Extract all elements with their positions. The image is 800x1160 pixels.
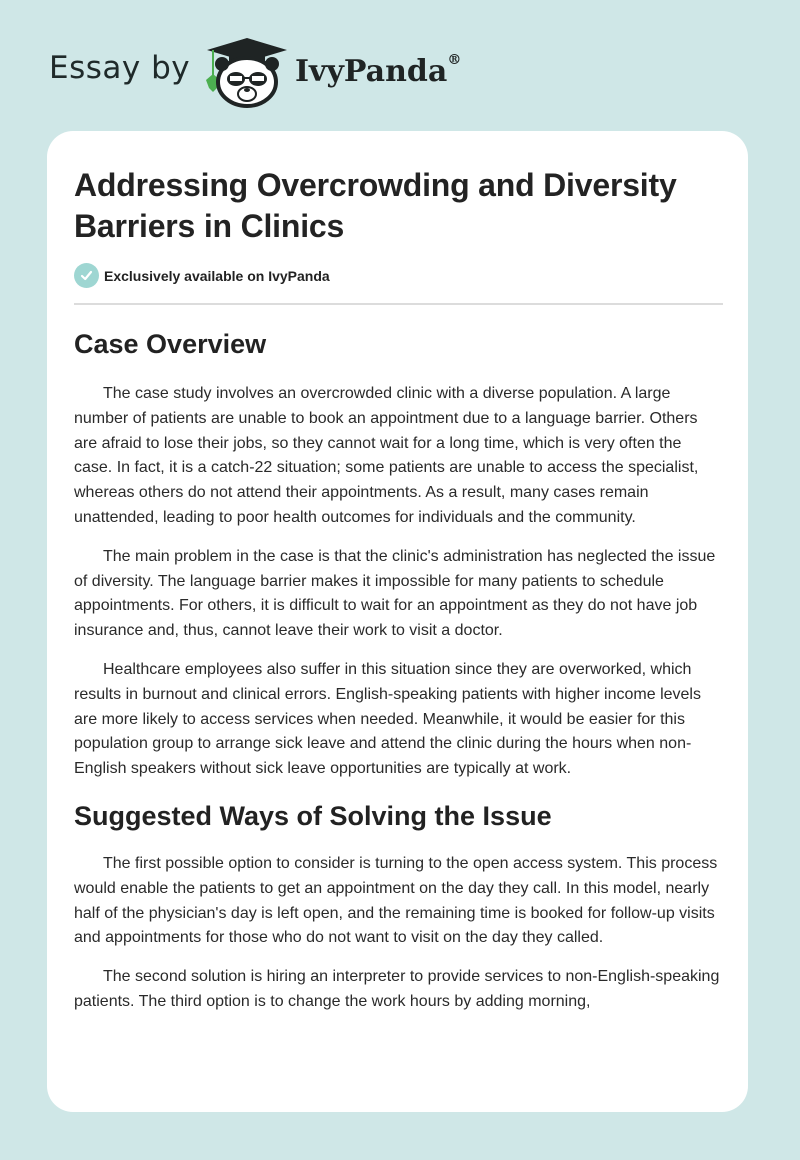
paragraph: The case study involves an overcrowded clinic with a diverse population. A large number of patients are unable to book an appointment due to a language barrier. Others are afraid to lose their jobs, so they cannot wait for a long time, which is very often the case. In fact, it is a catch-22 situation; some patients are unable to access the specialist, whereas others do not attend their appointments. As a result, many cases remain unattended, leading to poor health outcomes for individuals and the community. xyxy=(74,385,699,526)
paragraph: The second solution is hiring an interpreter to provide services to non-English-speaking patients. The third option is to change the work hours by adding morning, xyxy=(74,968,720,1010)
check-circle-icon xyxy=(74,263,99,288)
panda-graduate-logo-icon[interactable] xyxy=(203,36,291,108)
registered-mark: ® xyxy=(447,52,462,68)
paragraph: The main problem in the case is that the clinic's administration has neglected the issue of diversity. The language barrier makes it impossible for many patients to schedule appointments. For others, it is difficult to wait for an appointment as they do not have job insurance and, thus, cannot leave their work to visit a doctor. xyxy=(74,547,716,640)
exclusive-badge xyxy=(74,263,330,288)
page-title: Addressing Overcrowding and Diversity Barriers in Clinics xyxy=(74,167,677,244)
site-header xyxy=(0,0,800,130)
title-divider xyxy=(74,303,723,305)
brand-name-text: IvyPanda xyxy=(295,54,448,89)
paragraph: Healthcare employees also suffer in this situation since they are overworked, which results in burnout and clinical errors. English-speaking patients with higher income levels are more likely to access services when needed. Meanwhile, it would be easier for this population group to arrange sick leave and attend the clinic during the hours when non-English speakers without sick leave opportunities are typically at work. xyxy=(74,660,701,778)
essay-content xyxy=(74,324,724,1029)
exclusive-badge-text: Exclusively available on IvyPanda xyxy=(104,267,330,284)
essay-card xyxy=(47,131,748,1112)
essay-by-label: Essay by xyxy=(49,50,191,86)
brand-name[interactable] xyxy=(295,54,461,89)
section-heading-suggested-ways: Suggested Ways of Solving the Issue xyxy=(74,800,552,831)
paragraph: The first possible option to consider is turning to the open access system. This process would enable the patients to get an appointment on the day they call. In this model, nearly half of the physician's day is left open, and the remaining time is booked for follow-up visits and appointments for those who do not want to visit on the day they called. xyxy=(74,854,718,947)
section-heading-case-overview: Case Overview xyxy=(74,329,267,359)
